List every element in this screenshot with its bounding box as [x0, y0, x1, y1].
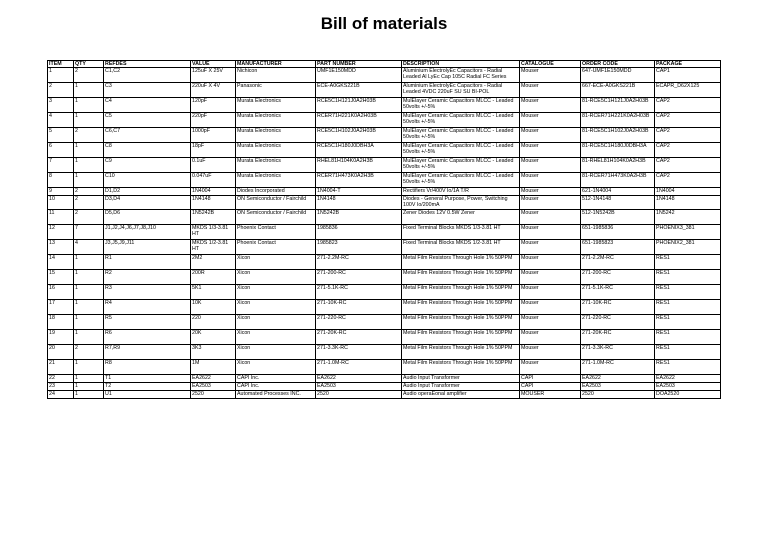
cell-description: Metal Film Resistors Through Hole 1% 50PPM [402, 299, 520, 314]
cell-catalogue: Mouser [520, 83, 581, 98]
col-header-value: VALUE [191, 61, 236, 68]
col-header-item: ITEM [48, 61, 74, 68]
cell-catalogue: Mouser [520, 299, 581, 314]
cell-qty: 2 [74, 344, 104, 359]
cell-package: 1N4148 [655, 196, 721, 209]
cell-order-code: 647-UMF1E150MDD [581, 68, 655, 83]
cell-manufacturer: Diodes Incorporated [236, 188, 316, 196]
cell-package: RES1 [655, 284, 721, 299]
cell-manufacturer: Murata Electronics [236, 143, 316, 158]
cell-refdes: T1 [104, 374, 191, 382]
cell-part-number: RCER71H473K0A2H3B [316, 173, 402, 188]
cell-part-number: 271-10K-RC [316, 299, 402, 314]
cell-description: Audio Input Transformer [402, 382, 520, 390]
cell-value: 1M [191, 359, 236, 374]
table-row [48, 382, 721, 390]
cell-part-number: RHEL81H104K0A2H3B [316, 158, 402, 173]
cell-catalogue: Mouser [520, 98, 581, 113]
cell-qty: 2 [74, 128, 104, 143]
cell-order-code: 512-1N5242B [581, 209, 655, 224]
table-row [48, 254, 721, 269]
cell-order-code: 81-RCE5C1H121J0A2H03B [581, 98, 655, 113]
cell-value: EA2622 [191, 374, 236, 382]
cell-order-code: 81-RCER71H221K0A2H03B [581, 113, 655, 128]
cell-item: 1 [48, 68, 74, 83]
header-row [48, 61, 721, 68]
cell-manufacturer: Murata Electronics [236, 158, 316, 173]
cell-manufacturer: Xicon [236, 329, 316, 344]
cell-item: 22 [48, 374, 74, 382]
cell-catalogue: Mouser [520, 143, 581, 158]
cell-item: 3 [48, 98, 74, 113]
cell-qty: 1 [74, 382, 104, 390]
table-row [48, 83, 721, 98]
cell-order-code: 81-RHEL81H104K0A2H3B [581, 158, 655, 173]
cell-part-number: 2520 [316, 390, 402, 398]
cell-item: 5 [48, 128, 74, 143]
cell-description: Metal Film Resistors Through Hole 1% 50PPM [402, 329, 520, 344]
col-header-manufacturer: MANUFACTURER [236, 61, 316, 68]
cell-catalogue: Mouser [520, 284, 581, 299]
cell-value: 10K [191, 299, 236, 314]
cell-order-code: 667-ECE-A0GKS221B [581, 83, 655, 98]
cell-catalogue: Mouser [520, 239, 581, 254]
cell-order-code: 651-1985836 [581, 224, 655, 239]
cell-description: MulElayer Ceramic Capacitors MLCC - Leaded 50volts +/-5% [402, 98, 520, 113]
cell-value: 1000pF [191, 128, 236, 143]
cell-package: ECAPR_D62X125 [655, 83, 721, 98]
cell-description: Metal Film Resistors Through Hole 1% 50PPM [402, 359, 520, 374]
cell-manufacturer: CAPI Inc. [236, 382, 316, 390]
cell-qty: 2 [74, 196, 104, 209]
cell-part-number: RCE5C1H102J0A2H03B [316, 128, 402, 143]
cell-package: CAP2 [655, 173, 721, 188]
cell-item: 23 [48, 382, 74, 390]
cell-description: Audio operaEonal amplifier [402, 390, 520, 398]
page-title: Bill of materials [320, 14, 448, 33]
cell-qty: 2 [74, 188, 104, 196]
cell-item: 2 [48, 83, 74, 98]
cell-package: 1N4004 [655, 188, 721, 196]
cell-refdes: R3 [104, 284, 191, 299]
cell-catalogue: CAPI [520, 382, 581, 390]
cell-qty: 1 [74, 329, 104, 344]
cell-manufacturer: Panasonic [236, 83, 316, 98]
cell-qty: 7 [74, 224, 104, 239]
cell-item: 14 [48, 254, 74, 269]
cell-catalogue: CAPI [520, 374, 581, 382]
cell-value: 0.047uF [191, 173, 236, 188]
cell-item: 24 [48, 390, 74, 398]
cell-order-code: 81-RCER71H473K0A2H3B [581, 173, 655, 188]
col-header-part-number: PART NUMBER [316, 61, 402, 68]
cell-package: CAP2 [655, 143, 721, 158]
table-row [48, 68, 721, 83]
cell-qty: 1 [74, 314, 104, 329]
cell-manufacturer: Xicon [236, 284, 316, 299]
cell-refdes: J3,J5,J9,J11 [104, 239, 191, 254]
cell-refdes: C9 [104, 158, 191, 173]
cell-item: 6 [48, 143, 74, 158]
cell-value: EA2503 [191, 382, 236, 390]
cell-item: 18 [48, 314, 74, 329]
cell-description: MulElayer Ceramic Capacitors MLCC - Leaded 50volts +/-5% [402, 113, 520, 128]
cell-refdes: C8 [104, 143, 191, 158]
cell-qty: 4 [74, 239, 104, 254]
cell-manufacturer: Phoenix Contact [236, 239, 316, 254]
cell-description: Audio Input Transformer [402, 374, 520, 382]
cell-description: Fixed Terminal Blocks MKDS 1/2-3.81 HT [402, 239, 520, 254]
cell-package: CAP1 [655, 68, 721, 83]
cell-item: 16 [48, 284, 74, 299]
table-row [48, 284, 721, 299]
cell-catalogue: Mouser [520, 344, 581, 359]
cell-qty: 1 [74, 374, 104, 382]
cell-catalogue: Mouser [520, 329, 581, 344]
cell-order-code: 271-20K-RC [581, 329, 655, 344]
cell-manufacturer: Murata Electronics [236, 113, 316, 128]
table-row [48, 173, 721, 188]
cell-value: MKDS 1/2-3.81 HT [191, 239, 236, 254]
cell-value: 20K [191, 329, 236, 344]
cell-catalogue: Mouser [520, 68, 581, 83]
cell-catalogue: Mouser [520, 158, 581, 173]
cell-part-number: 1985836 [316, 224, 402, 239]
cell-refdes: C4 [104, 98, 191, 113]
cell-order-code: 81-RCE5C1H102J0A2H03B [581, 128, 655, 143]
col-header-refdes: REFDES [104, 61, 191, 68]
cell-value: 220pF [191, 113, 236, 128]
table-row [48, 196, 721, 209]
cell-order-code: 271-3.3K-RC [581, 344, 655, 359]
cell-manufacturer: Xicon [236, 299, 316, 314]
cell-item: 15 [48, 269, 74, 284]
table-row [48, 359, 721, 374]
cell-description: Aluminium ElectrolyEc Capacitors - Radial Leaded 4VDC 220uF SU SU BI-POL [402, 83, 520, 98]
cell-item: 12 [48, 224, 74, 239]
table-row [48, 188, 721, 196]
cell-order-code: 2520 [581, 390, 655, 398]
cell-catalogue: Mouser [520, 269, 581, 284]
cell-package: RES1 [655, 344, 721, 359]
table-row [48, 143, 721, 158]
cell-part-number: 271-3.3K-RC [316, 344, 402, 359]
cell-description: MulElayer Ceramic Capacitors MLCC - Leaded 50volts +/-5% [402, 158, 520, 173]
cell-manufacturer: ON Semiconductor / Fairchild [236, 209, 316, 224]
cell-item: 10 [48, 196, 74, 209]
cell-part-number: EA2622 [316, 374, 402, 382]
cell-catalogue: Mouser [520, 224, 581, 239]
col-header-description: DESCRIPTION [402, 61, 520, 68]
cell-refdes: C3 [104, 83, 191, 98]
cell-description: Metal Film Resistors Through Hole 1% 50PPM [402, 254, 520, 269]
table-row [48, 224, 721, 239]
cell-qty: 1 [74, 83, 104, 98]
col-header-package: PACKAGE [655, 61, 721, 68]
cell-value: 1N4148 [191, 196, 236, 209]
cell-qty: 2 [74, 68, 104, 83]
table-row [48, 344, 721, 359]
cell-description: Metal Film Resistors Through Hole 1% 50PPM [402, 314, 520, 329]
cell-part-number: 1N5242B [316, 209, 402, 224]
cell-item: 9 [48, 188, 74, 196]
cell-item: 8 [48, 173, 74, 188]
cell-package: RES1 [655, 299, 721, 314]
cell-item: 19 [48, 329, 74, 344]
cell-catalogue: MOUSER [520, 390, 581, 398]
cell-refdes: R6 [104, 329, 191, 344]
table-row [48, 329, 721, 344]
cell-value: 125uF X 25V [191, 68, 236, 83]
cell-order-code: 271-5.1K-RC [581, 284, 655, 299]
cell-part-number: 271-200-RC [316, 269, 402, 284]
cell-order-code: 512-1N4148 [581, 196, 655, 209]
cell-package: 1N5242 [655, 209, 721, 224]
cell-value: MKDS 1/3-3.81 HT [191, 224, 236, 239]
cell-qty: 1 [74, 269, 104, 284]
cell-catalogue: Mouser [520, 209, 581, 224]
cell-part-number: EA2503 [316, 382, 402, 390]
cell-order-code: 621-1N4004 [581, 188, 655, 196]
cell-manufacturer: Xicon [236, 359, 316, 374]
cell-catalogue: Mouser [520, 113, 581, 128]
cell-package: RES1 [655, 254, 721, 269]
cell-refdes: C1,C2 [104, 68, 191, 83]
cell-qty: 1 [74, 113, 104, 128]
cell-item: 21 [48, 359, 74, 374]
cell-value: 120pF [191, 98, 236, 113]
cell-refdes: D5,D6 [104, 209, 191, 224]
cell-item: 11 [48, 209, 74, 224]
cell-order-code: 651-1985823 [581, 239, 655, 254]
cell-manufacturer: ON Semiconductor / Fairchild [236, 196, 316, 209]
cell-package: CAP2 [655, 98, 721, 113]
cell-value: 18pF [191, 143, 236, 158]
cell-item: 4 [48, 113, 74, 128]
cell-value: 220uF X 4V [191, 83, 236, 98]
cell-package: RES1 [655, 329, 721, 344]
cell-order-code: EA2622 [581, 374, 655, 382]
cell-value: 200R [191, 269, 236, 284]
cell-manufacturer: Xicon [236, 269, 316, 284]
cell-manufacturer: CAPI Inc. [236, 374, 316, 382]
cell-value: 3K3 [191, 344, 236, 359]
cell-order-code: 271-220-RC [581, 314, 655, 329]
cell-package: EA2622 [655, 374, 721, 382]
cell-value: 2520 [191, 390, 236, 398]
cell-refdes: R5 [104, 314, 191, 329]
cell-refdes: U1 [104, 390, 191, 398]
cell-part-number: UMF1E150MDD [316, 68, 402, 83]
table-row [48, 158, 721, 173]
cell-package: RES1 [655, 359, 721, 374]
cell-refdes: C10 [104, 173, 191, 188]
cell-refdes: R1 [104, 254, 191, 269]
cell-description: Metal Film Resistors Through Hole 1% 50PPM [402, 284, 520, 299]
cell-item: 17 [48, 299, 74, 314]
cell-order-code: 81-RCE5C1H180J0DBH3A [581, 143, 655, 158]
cell-description: Aluminium ElectrolyEc Capacitors - Radial Leaded Al LyEc Cap 105C Radial FC Series [402, 68, 520, 83]
cell-refdes: C5 [104, 113, 191, 128]
col-header-order-code: ORDER CODE [581, 61, 655, 68]
cell-order-code: 271-1.0M-RC [581, 359, 655, 374]
cell-order-code: 271-10K-RC [581, 299, 655, 314]
cell-item: 20 [48, 344, 74, 359]
cell-refdes: R7,R9 [104, 344, 191, 359]
cell-package: DOA2520 [655, 390, 721, 398]
cell-manufacturer: Nichicon [236, 68, 316, 83]
cell-qty: 1 [74, 299, 104, 314]
cell-order-code: 271-2.2M-RC [581, 254, 655, 269]
cell-qty: 1 [74, 173, 104, 188]
cell-catalogue: Mouser [520, 314, 581, 329]
cell-package: PHOENIX2_381 [655, 239, 721, 254]
bom-body [48, 68, 721, 398]
cell-description: MulElayer Ceramic Capacitors MLCC - Leaded 50volts +/-5% [402, 143, 520, 158]
cell-qty: 1 [74, 284, 104, 299]
cell-package: CAP2 [655, 128, 721, 143]
cell-manufacturer: Xicon [236, 344, 316, 359]
table-row [48, 374, 721, 382]
cell-refdes: J1,J2,J4,J6,J7,J8,J10 [104, 224, 191, 239]
cell-item: 7 [48, 158, 74, 173]
cell-manufacturer: Automated Processes INC. [236, 390, 316, 398]
cell-catalogue: Mouser [520, 188, 581, 196]
cell-value: 0.1uF [191, 158, 236, 173]
cell-package: CAP2 [655, 158, 721, 173]
cell-manufacturer: Xicon [236, 254, 316, 269]
cell-part-number: 271-1.0M-RC [316, 359, 402, 374]
cell-description: Fixed Terminal Blocks MKDS 1/3-3.81 HT [402, 224, 520, 239]
cell-package: RES1 [655, 269, 721, 284]
cell-refdes: T2 [104, 382, 191, 390]
table-row [48, 98, 721, 113]
cell-refdes: R2 [104, 269, 191, 284]
cell-description: Diodes - General Purpose, Power, Switching 100V Io/200mA [402, 196, 520, 209]
cell-value: 2M2 [191, 254, 236, 269]
cell-description: MulElayer Ceramic Capacitors MLCC - Leaded 50volts +/-5% [402, 128, 520, 143]
bom-table [47, 60, 721, 399]
cell-value: 1N5242B [191, 209, 236, 224]
cell-description: Metal Film Resistors Through Hole 1% 50PPM [402, 344, 520, 359]
table-row [48, 113, 721, 128]
cell-part-number: ECE-A0GKS221B [316, 83, 402, 98]
cell-part-number: RCE5C1H180J0DBH3A [316, 143, 402, 158]
cell-order-code: 271-200-RC [581, 269, 655, 284]
cell-catalogue: Mouser [520, 173, 581, 188]
cell-catalogue: Mouser [520, 128, 581, 143]
cell-manufacturer: Murata Electronics [236, 128, 316, 143]
table-row [48, 269, 721, 284]
cell-item: 13 [48, 239, 74, 254]
cell-refdes: C6,C7 [104, 128, 191, 143]
cell-qty: 1 [74, 98, 104, 113]
cell-description: Rectifiers Vr/400V Io/1A T/R [402, 188, 520, 196]
cell-package: RES1 [655, 314, 721, 329]
cell-manufacturer: Murata Electronics [236, 98, 316, 113]
cell-description: Metal Film Resistors Through Hole 1% 50PPM [402, 269, 520, 284]
table-row [48, 314, 721, 329]
cell-manufacturer: Murata Electronics [236, 173, 316, 188]
cell-package: PHOENIX3_381 [655, 224, 721, 239]
cell-part-number: 271-20K-RC [316, 329, 402, 344]
cell-part-number: 1N4004-T [316, 188, 402, 196]
cell-refdes: R4 [104, 299, 191, 314]
cell-qty: 1 [74, 390, 104, 398]
cell-qty: 1 [74, 158, 104, 173]
cell-value: 1N4004 [191, 188, 236, 196]
cell-part-number: RCE5C1H121J0A2H03B [316, 98, 402, 113]
table-row [48, 239, 721, 254]
table-row [48, 209, 721, 224]
cell-part-number: 271-5.1K-RC [316, 284, 402, 299]
cell-qty: 1 [74, 254, 104, 269]
cell-qty: 1 [74, 359, 104, 374]
table-row [48, 299, 721, 314]
cell-part-number: 1985823 [316, 239, 402, 254]
cell-value: 5K1 [191, 284, 236, 299]
cell-part-number: 271-220-RC [316, 314, 402, 329]
cell-description: Zener Diodes 12V 0.5W Zener [402, 209, 520, 224]
cell-refdes: R8 [104, 359, 191, 374]
table-row [48, 128, 721, 143]
cell-value: 220 [191, 314, 236, 329]
cell-qty: 1 [74, 143, 104, 158]
cell-manufacturer: Phoenix Contact [236, 224, 316, 239]
cell-part-number: 1N4148 [316, 196, 402, 209]
cell-manufacturer: Xicon [236, 314, 316, 329]
cell-catalogue: Mouser [520, 359, 581, 374]
cell-refdes: D3,D4 [104, 196, 191, 209]
cell-catalogue: Mouser [520, 254, 581, 269]
cell-description: MulElayer Ceramic Capacitors MLCC - Leaded 50volts +/-5% [402, 173, 520, 188]
table-row [48, 390, 721, 398]
cell-order-code: EA2503 [581, 382, 655, 390]
cell-catalogue: Mouser [520, 196, 581, 209]
cell-part-number: 271-2.2M-RC [316, 254, 402, 269]
cell-refdes: D1,D2 [104, 188, 191, 196]
cell-package: EA2503 [655, 382, 721, 390]
cell-qty: 2 [74, 209, 104, 224]
col-header-qty: QTY [74, 61, 104, 68]
cell-part-number: RCER71H221K0A2H03B [316, 113, 402, 128]
col-header-catalogue: CATALOGUE [520, 61, 581, 68]
cell-package: CAP2 [655, 113, 721, 128]
